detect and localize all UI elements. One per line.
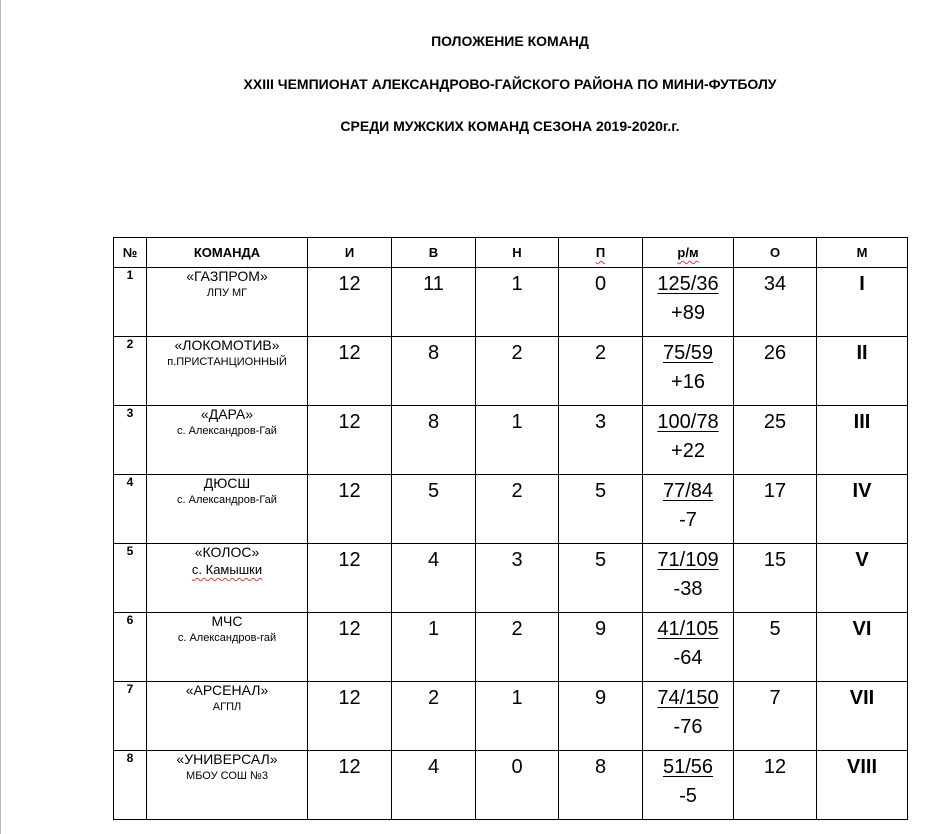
points-value: 25: [763, 411, 787, 433]
wins-value: 11: [423, 273, 444, 295]
team-location: МБОУ СОШ №3: [186, 770, 268, 782]
team-location: ЛПУ МГ: [206, 287, 248, 299]
losses-cell: [559, 337, 643, 406]
games-cell: [308, 268, 392, 337]
team-location: с. Александров-гай: [177, 632, 277, 644]
goals-cell: [643, 751, 734, 820]
points-cell: [734, 475, 817, 544]
goal-difference: +89: [671, 302, 705, 324]
games-value: 12: [338, 687, 361, 709]
team-name: «АРСЕНАЛ»: [185, 682, 269, 698]
games-value: 12: [338, 756, 361, 778]
draws-cell: [476, 544, 559, 613]
document-title: ПОЛОЖЕНИЕ КОМАНД: [431, 33, 589, 49]
wins-value: 4: [427, 756, 440, 778]
points-value: 15: [763, 549, 787, 571]
draws-value: 2: [511, 342, 523, 364]
place-value: IV: [852, 480, 872, 502]
place-cell: [817, 613, 908, 682]
header-wins: В: [392, 238, 476, 268]
wins-value: 2: [427, 687, 440, 709]
games-cell: [308, 337, 392, 406]
table-row: [114, 475, 908, 544]
wins-cell: [392, 544, 476, 613]
place-cell: [817, 337, 908, 406]
wins-value: 1: [427, 618, 440, 640]
draws-value: 1: [511, 411, 523, 433]
header-number: №: [114, 238, 147, 268]
goals-cell: [643, 337, 734, 406]
goals-scored-conceded: 51/56: [662, 756, 714, 778]
games-value: 12: [338, 618, 361, 640]
wins-cell: [392, 613, 476, 682]
games-cell: [308, 406, 392, 475]
team-name: «ГАЗПРОМ»: [186, 268, 268, 284]
goal-difference: -76: [673, 716, 703, 738]
goals-cell: [643, 613, 734, 682]
team-cell: [147, 682, 308, 751]
games-cell: [308, 682, 392, 751]
place-cell: [817, 475, 908, 544]
place-cell: [817, 751, 908, 820]
table-row: [114, 337, 908, 406]
wins-value: 8: [427, 411, 440, 433]
table-header-row: [114, 238, 908, 268]
losses-value: 5: [594, 480, 607, 502]
goals-cell: [643, 406, 734, 475]
header-team: КОМАНДА: [147, 238, 308, 268]
championship-title: XXIII ЧЕМПИОНАТ АЛЕКСАНДРОВО-ГАЙСКОГО РАЙОНА ПО МИНИ-ФУТБОЛУ: [243, 76, 777, 92]
team-location: с. Александров-Гай: [177, 425, 277, 437]
points-value: 34: [763, 273, 787, 295]
goals-cell: [643, 544, 734, 613]
goal-difference: +22: [671, 440, 705, 462]
losses-cell: [559, 475, 643, 544]
goals-scored-conceded: 125/36: [657, 273, 719, 295]
draws-value: 1: [511, 273, 523, 295]
row-number: 6: [114, 613, 147, 682]
losses-value: 8: [594, 756, 607, 778]
row-number: 5: [114, 544, 147, 613]
draws-value: 2: [511, 480, 523, 502]
team-cell: [147, 613, 308, 682]
place-value: VI: [852, 618, 872, 640]
header-draws: Н: [476, 238, 559, 268]
place-cell: [817, 682, 908, 751]
games-value: 12: [338, 411, 361, 433]
wins-cell: [392, 406, 476, 475]
goal-difference: -7: [679, 509, 697, 531]
losses-value: 0: [594, 273, 607, 295]
wins-value: 8: [427, 342, 440, 364]
row-number: 4: [114, 475, 147, 544]
team-location: п.ПРИСТАНЦИОННЫЙ: [167, 356, 287, 368]
points-cell: [734, 406, 817, 475]
losses-cell: [559, 751, 643, 820]
draws-value: 1: [511, 687, 523, 709]
draws-cell: [476, 268, 559, 337]
losses-value: 5: [594, 549, 607, 571]
goals-cell: [643, 268, 734, 337]
losses-value: 2: [594, 342, 607, 364]
goal-difference: +16: [671, 371, 705, 393]
wins-value: 4: [427, 549, 440, 571]
points-value: 5: [769, 618, 781, 640]
place-cell: [817, 406, 908, 475]
header-games: И: [308, 238, 392, 268]
team-cell: [147, 406, 308, 475]
draws-cell: [476, 751, 559, 820]
place-value: VII: [849, 687, 875, 709]
games-cell: [308, 751, 392, 820]
goals-cell: [643, 475, 734, 544]
team-cell: [147, 337, 308, 406]
games-cell: [308, 475, 392, 544]
header-goals: р/м: [643, 238, 734, 268]
draws-cell: [476, 406, 559, 475]
wins-cell: [392, 475, 476, 544]
header-points: О: [734, 238, 817, 268]
draws-value: 0: [511, 756, 523, 778]
header-losses: П: [559, 238, 643, 268]
goal-difference: -5: [679, 785, 697, 807]
draws-value: 2: [511, 618, 523, 640]
goals-scored-conceded: 74/150: [657, 687, 719, 709]
losses-cell: [559, 406, 643, 475]
losses-cell: [559, 268, 643, 337]
team-cell: [147, 268, 308, 337]
place-value: III: [853, 411, 871, 433]
goals-scored-conceded: 41/105: [657, 618, 719, 640]
points-cell: [734, 682, 817, 751]
team-location: с. Александров-Гай: [177, 494, 277, 506]
team-name: ДЮСШ: [203, 475, 251, 491]
points-value: 17: [763, 480, 787, 502]
team-cell: [147, 475, 308, 544]
goals-scored-conceded: 71/109: [657, 549, 719, 571]
table-row: [114, 544, 908, 613]
wins-cell: [392, 268, 476, 337]
team-name: МЧС: [211, 613, 243, 629]
place-value: V: [855, 549, 869, 571]
wins-cell: [392, 682, 476, 751]
team-cell: [147, 751, 308, 820]
team-name: «ДАРА»: [200, 406, 254, 422]
losses-cell: [559, 613, 643, 682]
points-value: 26: [763, 342, 787, 364]
losses-cell: [559, 544, 643, 613]
row-number: 2: [114, 337, 147, 406]
team-location: АГПЛ: [212, 701, 242, 713]
points-cell: [734, 268, 817, 337]
table-row: [114, 682, 908, 751]
goals-scored-conceded: 75/59: [662, 342, 714, 364]
goals-scored-conceded: 77/84: [662, 480, 714, 502]
draws-cell: [476, 475, 559, 544]
goal-difference: -38: [673, 578, 703, 600]
goals-scored-conceded: 100/78: [657, 411, 719, 433]
games-value: 12: [338, 273, 361, 295]
losses-cell: [559, 682, 643, 751]
team-location: с. Камышки: [191, 562, 263, 577]
team-name: «ЛОКОМОТИВ»: [174, 337, 280, 353]
games-value: 12: [338, 480, 361, 502]
team-name: «УНИВЕРСАЛ»: [176, 751, 278, 767]
row-number: 3: [114, 406, 147, 475]
standings-table: [113, 237, 908, 820]
place-value: VIII: [846, 756, 877, 778]
games-value: 12: [338, 549, 361, 571]
goals-cell: [643, 682, 734, 751]
team-name: «КОЛОС»: [194, 544, 260, 560]
goal-difference: -64: [673, 647, 703, 669]
points-value: 7: [769, 687, 781, 709]
games-cell: [308, 613, 392, 682]
wins-value: 5: [427, 480, 440, 502]
losses-value: 3: [594, 411, 607, 433]
points-cell: [734, 751, 817, 820]
draws-cell: [476, 682, 559, 751]
table-row: [114, 613, 908, 682]
points-cell: [734, 337, 817, 406]
place-cell: [817, 544, 908, 613]
place-value: II: [856, 342, 868, 364]
header-place: М: [817, 238, 908, 268]
games-value: 12: [338, 342, 361, 364]
losses-value: 9: [594, 687, 607, 709]
draws-cell: [476, 613, 559, 682]
place-cell: [817, 268, 908, 337]
table-row: [114, 406, 908, 475]
points-value: 12: [763, 756, 787, 778]
place-value: I: [859, 273, 865, 295]
wins-cell: [392, 751, 476, 820]
row-number: 1: [114, 268, 147, 337]
table-row: [114, 751, 908, 820]
season-subtitle: СРЕДИ МУЖСКИХ КОМАНД СЕЗОНА 2019-2020г.г.: [340, 118, 680, 134]
losses-value: 9: [594, 618, 607, 640]
row-number: 8: [114, 751, 147, 820]
draws-value: 3: [511, 549, 523, 571]
points-cell: [734, 613, 817, 682]
draws-cell: [476, 337, 559, 406]
points-cell: [734, 544, 817, 613]
wins-cell: [392, 337, 476, 406]
games-cell: [308, 544, 392, 613]
table-row: [114, 268, 908, 337]
row-number: 7: [114, 682, 147, 751]
team-cell: [147, 544, 308, 613]
